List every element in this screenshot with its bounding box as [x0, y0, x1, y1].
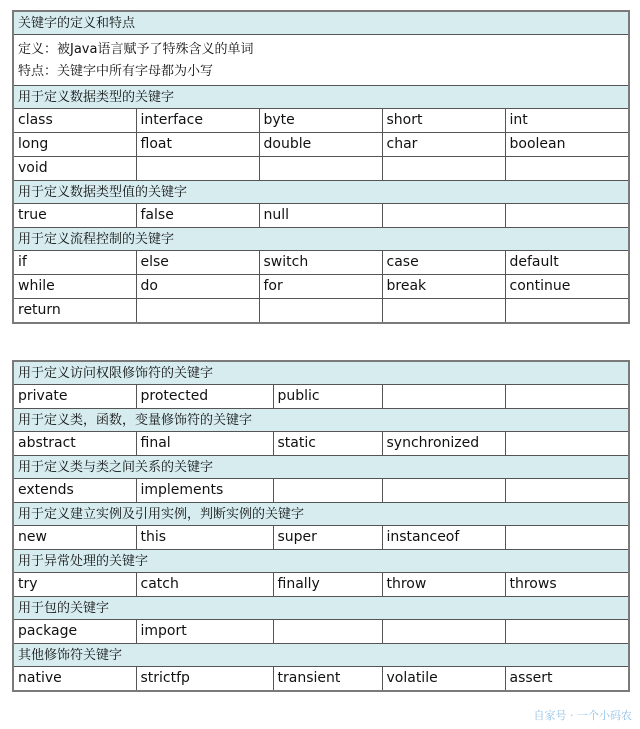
- keyword-cell: [382, 385, 505, 409]
- keyword-row: [13, 109, 629, 133]
- section-header: 其他修饰符关键字: [13, 644, 629, 667]
- section-header: 用于定义数据类型值的关键字: [13, 181, 629, 204]
- section-header-row: [13, 456, 629, 479]
- keyword-cell: class: [13, 109, 136, 133]
- keyword-row: [13, 251, 629, 275]
- keyword-cell: native: [13, 667, 136, 692]
- section-header: 用于异常处理的关键字: [13, 550, 629, 573]
- section-header-row: [13, 409, 629, 432]
- watermark: 自家号 · 一个小码农: [533, 709, 632, 722]
- keyword-cell: [505, 620, 629, 644]
- keyword-cell: false: [136, 204, 259, 228]
- keyword-row: [13, 299, 629, 324]
- keyword-row: [13, 526, 629, 550]
- keyword-cell: short: [382, 109, 505, 133]
- keyword-row: [13, 133, 629, 157]
- keyword-cell: interface: [136, 109, 259, 133]
- keyword-cell: while: [13, 275, 136, 299]
- keyword-cell: [382, 479, 505, 503]
- keyword-row: [13, 573, 629, 597]
- keyword-cell: finally: [273, 573, 382, 597]
- keyword-cell: new: [13, 526, 136, 550]
- keyword-cell: [273, 479, 382, 503]
- description-cell: [13, 35, 629, 86]
- section-header: 用于定义数据类型的关键字: [13, 86, 629, 109]
- keyword-cell: protected: [136, 385, 273, 409]
- keyword-cell: abstract: [13, 432, 136, 456]
- section-header-row: [13, 181, 629, 204]
- section-header-row: [13, 644, 629, 667]
- keyword-cell: assert: [505, 667, 629, 692]
- section-header: 用于包的关键字: [13, 597, 629, 620]
- keyword-cell: [136, 299, 259, 324]
- section-header-row: [13, 86, 629, 109]
- keyword-cell: do: [136, 275, 259, 299]
- keyword-cell: [382, 204, 505, 228]
- section-header-row: [13, 361, 629, 385]
- keyword-cell: import: [136, 620, 273, 644]
- table-title: 关键字的定义和特点: [13, 11, 629, 35]
- keyword-cell: [505, 479, 629, 503]
- keyword-cell: continue: [505, 275, 629, 299]
- keyword-cell: void: [13, 157, 136, 181]
- keywords-table-2: [12, 360, 630, 692]
- keyword-cell: throws: [505, 573, 629, 597]
- keyword-cell: boolean: [505, 133, 629, 157]
- keyword-cell: [505, 432, 629, 456]
- keyword-cell: byte: [259, 109, 382, 133]
- keyword-cell: static: [273, 432, 382, 456]
- section-header: 用于定义类与类之间关系的关键字: [13, 456, 629, 479]
- description-row: [13, 35, 629, 86]
- keyword-cell: int: [505, 109, 629, 133]
- keyword-row: [13, 204, 629, 228]
- keyword-cell: switch: [259, 251, 382, 275]
- keyword-cell: char: [382, 133, 505, 157]
- keyword-cell: final: [136, 432, 273, 456]
- keyword-cell: [259, 299, 382, 324]
- keyword-cell: public: [273, 385, 382, 409]
- keyword-cell: [505, 157, 629, 181]
- keyword-cell: strictfp: [136, 667, 273, 692]
- keyword-cell: instanceof: [382, 526, 505, 550]
- keyword-cell: [382, 299, 505, 324]
- keyword-cell: implements: [136, 479, 273, 503]
- keyword-cell: [505, 299, 629, 324]
- keyword-cell: this: [136, 526, 273, 550]
- keyword-cell: transient: [273, 667, 382, 692]
- keywords-table-1: [12, 10, 630, 324]
- keyword-cell: true: [13, 204, 136, 228]
- keyword-cell: case: [382, 251, 505, 275]
- keyword-cell: else: [136, 251, 259, 275]
- keyword-cell: try: [13, 573, 136, 597]
- keyword-cell: [259, 157, 382, 181]
- keyword-row: [13, 385, 629, 409]
- section-header-row: [13, 597, 629, 620]
- keyword-cell: [382, 620, 505, 644]
- keyword-cell: [505, 204, 629, 228]
- keyword-cell: throw: [382, 573, 505, 597]
- keyword-cell: long: [13, 133, 136, 157]
- section-header: 用于定义建立实例及引用实例，判断实例的关键字: [13, 503, 629, 526]
- keyword-cell: return: [13, 299, 136, 324]
- keyword-cell: null: [259, 204, 382, 228]
- keyword-cell: double: [259, 133, 382, 157]
- keyword-row: [13, 157, 629, 181]
- section-header: 用于定义类，函数，变量修饰符的关键字: [13, 409, 629, 432]
- keyword-cell: [505, 385, 629, 409]
- section-header: 用于定义流程控制的关键字: [13, 228, 629, 251]
- keyword-cell: private: [13, 385, 136, 409]
- definition-text: 定义：被Java语言赋予了特殊含义的单词: [18, 42, 254, 57]
- keyword-cell: extends: [13, 479, 136, 503]
- keyword-cell: synchronized: [382, 432, 505, 456]
- section-header-row: [13, 550, 629, 573]
- keyword-row: [13, 432, 629, 456]
- section-header: 用于定义访问权限修饰符的关键字: [13, 361, 629, 385]
- keyword-cell: volatile: [382, 667, 505, 692]
- keyword-cell: default: [505, 251, 629, 275]
- keyword-cell: [273, 620, 382, 644]
- keyword-row: [13, 479, 629, 503]
- keyword-cell: [136, 157, 259, 181]
- keyword-row: [13, 275, 629, 299]
- keyword-cell: break: [382, 275, 505, 299]
- keyword-row: [13, 620, 629, 644]
- keyword-row: [13, 667, 629, 692]
- keyword-cell: if: [13, 251, 136, 275]
- keyword-cell: for: [259, 275, 382, 299]
- keyword-cell: float: [136, 133, 259, 157]
- keyword-cell: catch: [136, 573, 273, 597]
- keyword-cell: [382, 157, 505, 181]
- keyword-cell: package: [13, 620, 136, 644]
- feature-text: 特点：关键字中所有字母都为小写: [18, 64, 214, 79]
- section-header-row: [13, 503, 629, 526]
- title-row: [13, 11, 629, 35]
- keyword-cell: [505, 526, 629, 550]
- keyword-cell: super: [273, 526, 382, 550]
- section-header-row: [13, 228, 629, 251]
